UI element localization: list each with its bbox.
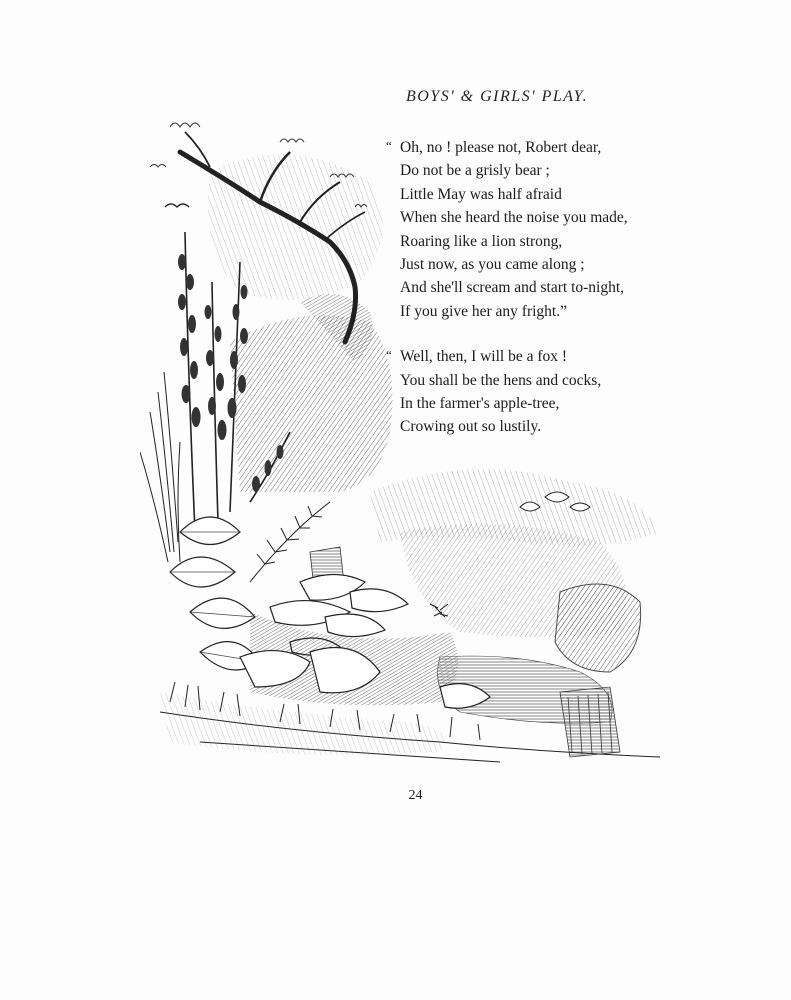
page-number: 24 [408, 788, 423, 803]
poem-line: “ Well, then, I will be a fox ! [386, 343, 686, 368]
stanza-2 [386, 343, 686, 439]
poem-text [386, 134, 686, 459]
open-quote: “ [386, 347, 392, 363]
poem-line: “ Oh, no ! please not, Robert dear, [386, 134, 686, 159]
poem-line: Just now, as you came along ; [400, 256, 585, 274]
poem-line: And she'll scream and start to-night, [400, 279, 625, 297]
poem-line: Little May was half afraid [400, 185, 562, 203]
running-head: BOYS' & GIRLS' PLAY. [406, 88, 589, 105]
poem-line: In the farmer's apple-tree, [400, 395, 560, 413]
poem-line: Do not be a grisly bear ; [400, 162, 550, 180]
poem-line: You shall be the hens and cocks, [400, 371, 602, 389]
poem-line: When she heard the noise you made, [400, 209, 628, 227]
poem-line: Crowing out so lustily. [400, 418, 542, 436]
open-quote: “ [386, 138, 392, 153]
stanza-1 [386, 134, 686, 323]
poem-line: If you give her any fright.” [400, 302, 567, 320]
poem-line: Roaring like a lion strong, [400, 232, 563, 250]
